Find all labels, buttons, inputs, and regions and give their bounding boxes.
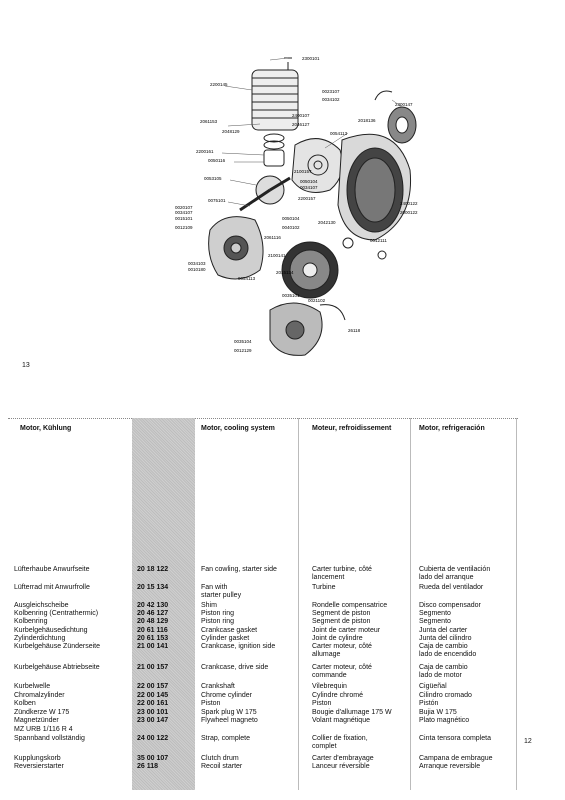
diagram-label: 2300147: [395, 102, 413, 107]
page-number-right: 12: [524, 738, 532, 745]
cell-german: Kolbenring: [14, 618, 48, 625]
cell-french: allumage: [312, 651, 341, 658]
diagram-label: 2100141: [268, 253, 286, 258]
cell-english: Piston ring: [201, 618, 235, 625]
diagram-label: 0015101: [175, 216, 193, 221]
diagram-label: 0053105: [204, 176, 222, 181]
column-divider: [516, 418, 517, 790]
cell-spanish: Cubierta de ventilación: [419, 566, 491, 573]
exploded-engine-diagram: [170, 40, 430, 370]
cell-part-number: 23 00 147: [137, 717, 169, 724]
diagram-label: 2042130: [318, 220, 336, 225]
cell-spanish: Bujia W 175: [419, 709, 457, 716]
diagram-label: 2018136: [358, 118, 376, 123]
cell-part-number: 22 00 145: [137, 692, 169, 699]
diagram-label: 0012129: [234, 348, 252, 353]
cell-spanish: Cigüeñal: [419, 683, 447, 690]
cell-spanish: Caja de cambio: [419, 643, 468, 650]
cell-english: Cylinder gasket: [201, 635, 250, 642]
cell-german: Kupplungskorb: [14, 755, 61, 762]
cell-part-number: 26 118: [137, 763, 159, 770]
diagram-label: 0054113: [330, 131, 348, 136]
cell-part-number: 20 61 153: [137, 635, 169, 642]
cell-french: Turbine: [312, 584, 336, 591]
piston-drawing: [264, 150, 284, 166]
diagram-label: 0050116: [208, 158, 226, 163]
diagram-label: 0050104: [282, 216, 300, 221]
cell-english: Shim: [201, 602, 217, 609]
cell-spanish: lado de encendido: [419, 651, 477, 658]
cell-part-number: 20 18 122: [137, 566, 169, 573]
diagram-label: 0034102: [322, 97, 340, 102]
cell-part-number: 20 42 130: [137, 602, 169, 609]
page-number-left: 13: [22, 362, 30, 369]
diagram-label: 0075101: [208, 198, 226, 203]
cell-french: Bougie d'allumage 175 W: [312, 709, 392, 716]
cell-english: starter pulley: [201, 592, 242, 599]
crankshaft-drawing: [240, 176, 290, 210]
diagram-label: 0034107: [300, 185, 318, 190]
cell-english: Clutch drum: [201, 755, 239, 762]
diagram-label: 0054113: [238, 276, 256, 281]
cell-part-number: 22 00 157: [137, 683, 169, 690]
cell-part-number: 20 48 129: [137, 618, 169, 625]
cell-part-number: 24 00 122: [137, 735, 169, 742]
fan-cowling-drawing: [338, 134, 411, 240]
cell-spanish: Segmento: [419, 618, 451, 625]
cell-french: Carter turbine, côté: [312, 566, 372, 573]
cell-spanish: Cilindro cromado: [419, 692, 472, 699]
cell-english: Spark plug W 175: [201, 709, 257, 716]
diagram-label: 2000122: [400, 210, 418, 215]
cell-french: Carter d'embrayage: [312, 755, 374, 762]
diagram-label: 0034107: [175, 210, 193, 215]
diagram-label: 2200145: [210, 82, 228, 87]
diagram-label: 2400107: [292, 113, 310, 118]
cell-english: Flywheel magneto: [201, 717, 258, 724]
cell-french: Carter moteur, côté: [312, 643, 372, 650]
cell-spanish: Arranque reversible: [419, 763, 481, 770]
diagram-label: 0034103: [188, 261, 206, 266]
cell-german: Chromalzylinder: [14, 692, 65, 699]
diagram-label: 0012111: [370, 238, 387, 243]
cell-german: Kurbelgehäuse Zünderseite: [14, 643, 101, 650]
cell-part-number: 23 00 101: [137, 709, 169, 716]
shim-drawing: [343, 238, 353, 248]
column-divider: [410, 418, 411, 790]
cell-french: Carter moteur, côté: [312, 664, 372, 671]
cell-english: Piston ring: [201, 610, 235, 617]
cylinder-drawing: [252, 58, 298, 130]
cell-spanish: Campana de embrague: [419, 755, 493, 762]
cell-french: Cylindre chromé: [312, 692, 363, 699]
cell-english: Crankcase gasket: [201, 627, 258, 634]
diagram-label: 0012109: [175, 225, 193, 230]
cell-german: Lüfterhaube Anwurfseite: [14, 566, 90, 573]
cell-french: Joint de carter moteur: [312, 627, 381, 634]
cell-german: Ausgleichscheibe: [14, 602, 69, 609]
cell-spanish: Junta del carter: [419, 627, 468, 634]
table-top-rule: [8, 418, 518, 419]
cell-german: Lüfterrad mit Anwurfrolle: [14, 584, 90, 591]
diagram-label: 2400122: [400, 201, 418, 206]
cell-english: Crankshaft: [201, 683, 235, 690]
cell-part-number: 20 15 134: [137, 584, 169, 591]
diagram-label: 0050104: [300, 179, 318, 184]
diagram-label: 2200157: [298, 196, 316, 201]
column-divider: [298, 418, 299, 790]
cell-spanish: lado del arranque: [419, 574, 474, 581]
cell-german: Reversierstarter: [14, 763, 64, 770]
cell-german: Kurbelwelle: [14, 683, 51, 690]
cell-french: Collier de fixation,: [312, 735, 368, 742]
cell-english: Crankcase, ignition side: [201, 643, 276, 650]
header-english: Motor, cooling system: [201, 425, 275, 432]
cell-french: commande: [312, 672, 347, 679]
cell-french: Rondelle compensatrice: [312, 602, 388, 609]
cell-part-number: 20 46 127: [137, 610, 169, 617]
diagram-label: 0023107: [322, 89, 340, 94]
cell-english: Chrome cylinder: [201, 692, 252, 699]
cell-part-number: 22 00 161: [137, 700, 169, 707]
cell-english: Strap, complete: [201, 735, 251, 742]
crankcase-ignition-side-drawing: [209, 217, 263, 279]
cell-german: Kurbelgehäuse Abtriebseite: [14, 664, 100, 671]
diagram-label: 2061153: [200, 119, 218, 124]
diagram-label: 0040102: [282, 225, 300, 230]
diagram-label: 2300101: [302, 56, 320, 61]
cell-french: Piston: [312, 700, 332, 707]
cell-spanish: Disco compensador: [419, 602, 481, 609]
diagram-label: 0021102: [308, 298, 326, 303]
cell-part-number: 21 00 141: [137, 643, 169, 650]
cell-german: Spannband vollständig: [14, 735, 85, 742]
cell-spanish: Junta del cilindro: [419, 635, 472, 642]
cell-french: Volant magnétique: [312, 717, 370, 724]
recoil-starter-drawing: [270, 303, 345, 355]
cell-french: lancement: [312, 574, 345, 581]
diagram-label: 0035101: [282, 293, 300, 298]
cell-spanish: Plato magnético: [419, 717, 470, 724]
cell-french: Vilebrequin: [312, 683, 347, 690]
cell-german: Zündkerze W 175: [14, 709, 70, 716]
cell-french: Lanceur réversible: [312, 763, 370, 770]
cell-part-number: 21 00 157: [137, 664, 169, 671]
header-german: Motor, Kühlung: [20, 425, 72, 432]
cell-german: Zylinderdichtung: [14, 635, 66, 642]
cell-spanish: Rueda del ventilador: [419, 584, 484, 591]
cell-spanish: Cinta tensora completa: [419, 735, 491, 742]
cell-part-number: 35 00 107: [137, 755, 169, 762]
diagram-label: 0020107: [175, 205, 193, 210]
diagram-label: 2046127: [292, 122, 310, 127]
diagram-label: 2048129: [222, 129, 240, 134]
cell-english: Piston: [201, 700, 221, 707]
cell-german: MZ URB 1/116 R 4: [14, 726, 73, 733]
cell-spanish: lado de motor: [419, 672, 462, 679]
diagram-label: 0035104: [234, 339, 252, 344]
cell-french: Joint de cylindre: [312, 635, 363, 642]
cell-spanish: Caja de cambio: [419, 664, 468, 671]
cell-part-number: 20 61 116: [137, 627, 168, 634]
cell-german: Magnetzünder: [14, 717, 59, 724]
diagram-label: 2200161: [196, 149, 214, 154]
header-spanish: Motor, refrigeración: [419, 425, 485, 432]
diagram-label: 2061116: [264, 235, 281, 240]
cell-english: Fan cowling, starter side: [201, 566, 277, 573]
diagram-label: 26118: [348, 328, 361, 333]
cell-german: Kurbelgehäusedichtung: [14, 627, 88, 634]
cell-french: complet: [312, 743, 337, 750]
diagram-label: 2100157: [294, 169, 312, 174]
cell-spanish: Segmento: [419, 610, 451, 617]
cell-spanish: Pistón: [419, 700, 439, 707]
cell-english: Crankcase, drive side: [201, 664, 269, 671]
cell-french: Segment de piston: [312, 618, 371, 625]
header-french: Moteur, refroidissement: [312, 425, 392, 432]
cell-german: Kolben: [14, 700, 36, 707]
cell-german: Kolbenring (Centrathermic): [14, 610, 99, 617]
cell-english: Recoil starter: [201, 763, 243, 770]
diagram-label: 2015134: [276, 270, 294, 275]
cell-french: Segment de piston: [312, 610, 371, 617]
cell-english: Fan with: [201, 584, 228, 591]
diagram-label: 0010180: [188, 267, 206, 272]
flywheel-magneto-drawing: [375, 91, 416, 143]
